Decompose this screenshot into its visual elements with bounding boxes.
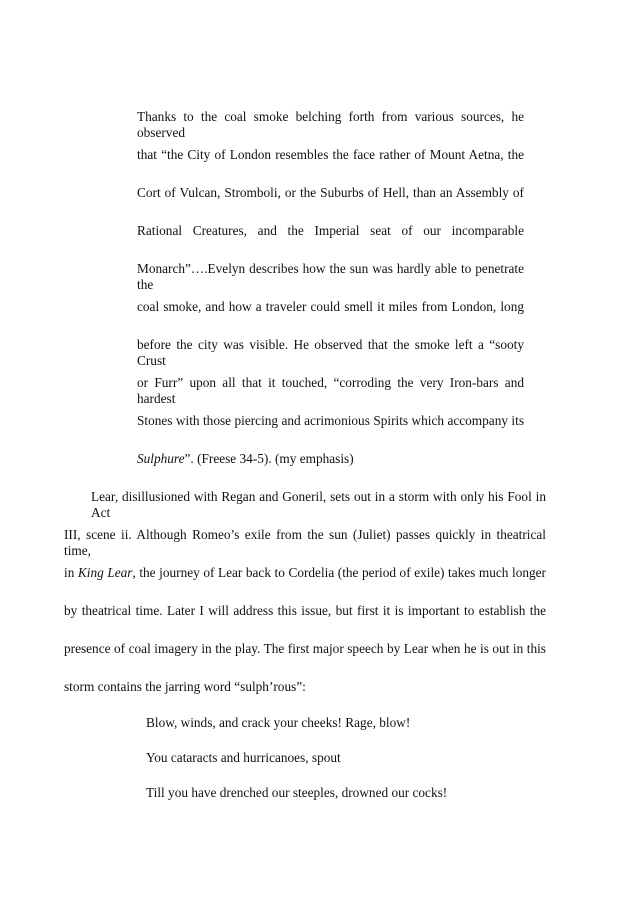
paragraph-line-6: storm contains the jarring word “sulph’rous”: [64, 679, 306, 694]
paragraph-line-5: presence of coal imagery in the play. The first major speech by Lear when he is out in this [64, 641, 546, 656]
quote-line-1: Thanks to the coal smoke belching forth from various sources, he observed [137, 109, 524, 140]
quote-line-5: Monarch”….Evelyn describes how the sun was hardly able to penetrate the [137, 261, 524, 292]
paragraph-line-4: by theatrical time. Later I will address this issue, but first it is important to establish the [64, 603, 546, 618]
quote-line-9: Stones with those piercing and acrimonious Spirits which accompany its [137, 413, 524, 428]
quote-line-4: Rational Creatures, and the Imperial seat of our incomparable [137, 223, 524, 238]
quote-italic-word: Sulphure [137, 451, 185, 466]
quote-line-3: Cort of Vulcan, Stromboli, or the Suburbs of Hell, than an Assembly of [137, 185, 524, 200]
paragraph-line-2: III, scene ii. Although Romeo’s exile from the sun (Juliet) passes quickly in theatrical time, [64, 527, 546, 558]
quote-line-6: coal smoke, and how a traveler could smell it miles from London, long [137, 299, 524, 314]
quote-citation: ”. (Freese 34-5). (my emphasis) [184, 451, 354, 466]
quote-line-7: before the city was visible. He observed that the smoke left a “sooty Crust [137, 337, 524, 368]
quote-line-10 [137, 451, 354, 467]
paragraph-line-1: Lear, disillusioned with Regan and Goneril, sets out in a storm with only his Fool in Act [91, 489, 546, 520]
quote-line-8: or Furr” upon all that it touched, “corroding the very Iron-bars and hardest [137, 375, 524, 406]
play-title: King Lear [77, 565, 133, 580]
paragraph-line-3-post: , the journey of Lear back to Cordelia (the period of exile) takes much longer [132, 565, 546, 580]
verse-line-1: Blow, winds, and crack your cheeks! Rage, blow! [146, 715, 411, 730]
paragraph-line-3 [64, 565, 546, 581]
paragraph-line-3-pre: in [64, 565, 78, 580]
quote-line-2: that “the City of London resembles the face rather of Mount Aetna, the [137, 147, 524, 162]
verse-line-2: You cataracts and hurricanoes, spout [146, 750, 341, 765]
verse-line-3: Till you have drenched our steeples, drowned our cocks! [146, 785, 448, 800]
